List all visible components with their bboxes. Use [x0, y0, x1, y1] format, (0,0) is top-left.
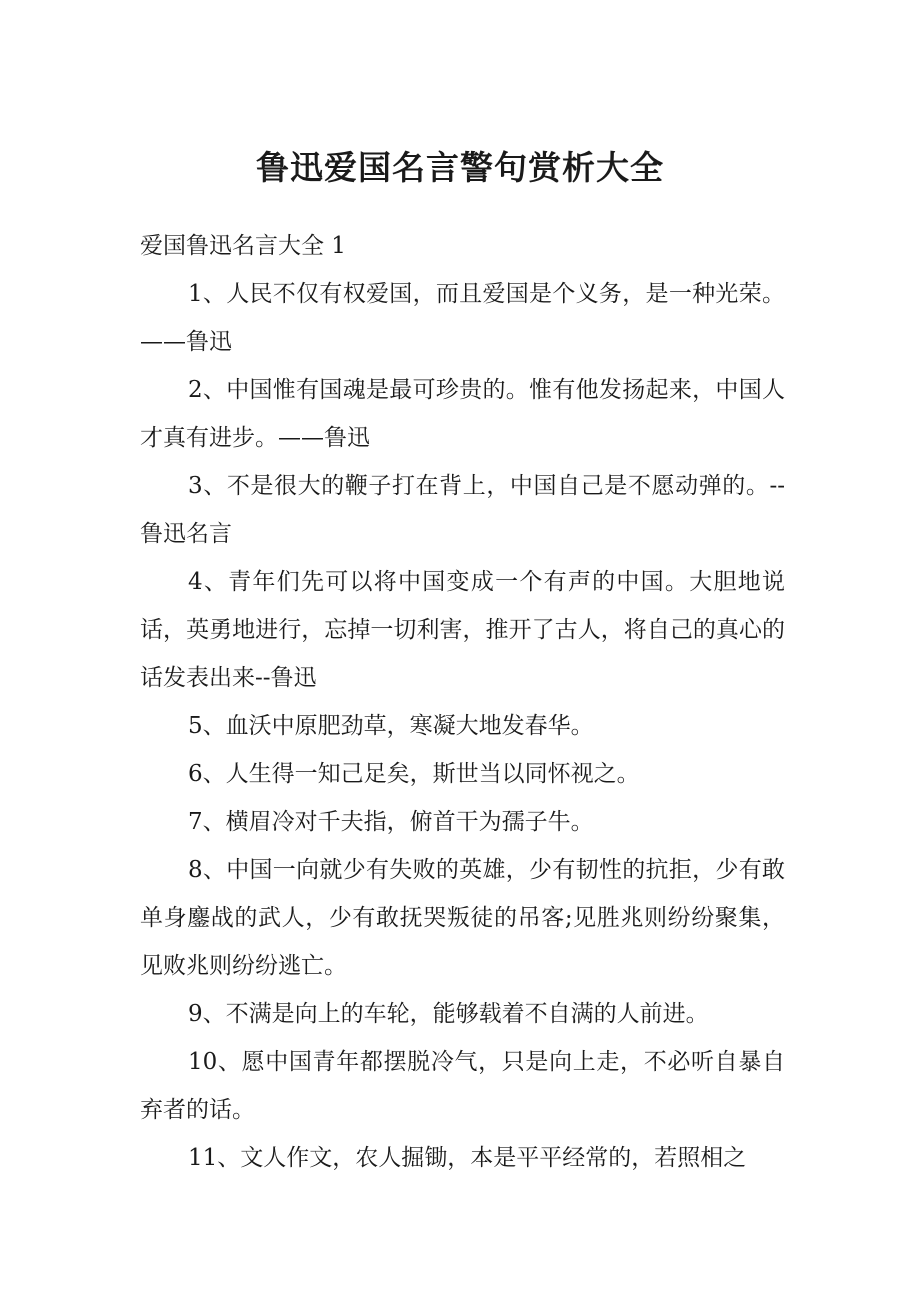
- quote-paragraph: 11、文人作文，农人掘锄，本是平平经常的，若照相之: [188, 1145, 747, 1171]
- document-body: [140, 222, 785, 1182]
- quote-paragraph: 10、愿中国青年都摆脱冷气，只是向上走，不必听自暴自弃者的话。: [140, 1049, 785, 1123]
- quote-paragraph: 6、人生得一知己足矣，斯世当以同怀视之。: [188, 761, 640, 787]
- quote-paragraph: 4、青年们先可以将中国变成一个有声的中国。大胆地说话，英勇地进行，忘掉一切利害，推开了古人，将自己的真心的话发表出来--鲁迅: [140, 569, 785, 691]
- quote-paragraph: 9、不满是向上的车轮，能够载着不自满的人前进。: [188, 1001, 709, 1027]
- quote-paragraph: 1、人民不仅有权爱国，而且爱国是个义务，是一种光荣。——鲁迅: [140, 281, 785, 355]
- quote-paragraph: 2、中国惟有国魂是最可珍贵的。惟有他发扬起来，中国人才真有进步。——鲁迅: [140, 377, 785, 451]
- quote-paragraph: 7、横眉冷对千夫指，俯首干为孺子牛。: [188, 809, 594, 835]
- document-title: 鲁迅爱国名言警句赏析大全: [256, 148, 664, 187]
- section-heading: 爱国鲁迅名言大全 1: [140, 233, 346, 259]
- quote-paragraph: 5、血沃中原肥劲草，寒凝大地发春华。: [188, 713, 594, 739]
- quote-paragraph: 8、中国一向就少有失败的英雄，少有韧性的抗拒，少有敢单身鏖战的武人，少有敢抚哭叛徒的吊客;见胜兆则纷纷聚集，见败兆则纷纷逃亡。: [140, 857, 785, 979]
- quote-paragraph: 3、不是很大的鞭子打在背上，中国自己是不愿动弹的。--鲁迅名言: [140, 473, 785, 547]
